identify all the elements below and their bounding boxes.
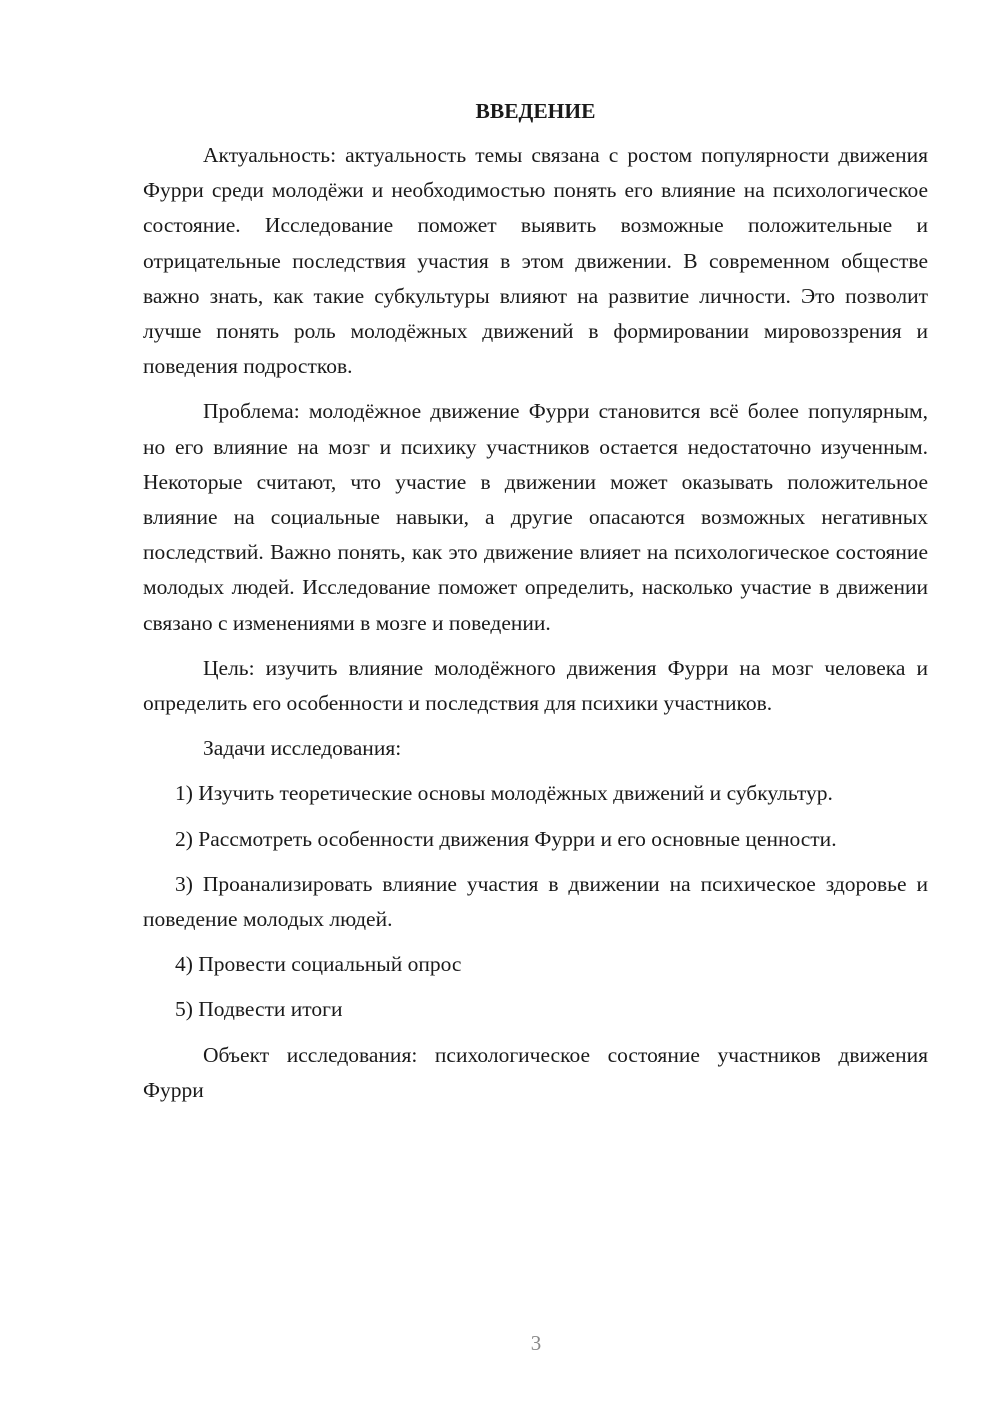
task-item-3: 3) Проанализировать влияние участия в движении на психическое здоровье и поведение молодых людей. [143, 871, 928, 932]
tasks-heading: Задачи исследования: [203, 736, 402, 761]
section-heading: ВВЕДЕНИЕ [475, 99, 596, 123]
task-item-2: 2) Рассмотреть особенности движения Фурри и его основные ценности. [175, 826, 837, 851]
goal-paragraph: Цель: изучить влияние молодёжного движения Фурри на мозг человека и определить его особенности и последствия для психики участников. [143, 655, 928, 716]
page-content [143, 96, 928, 1118]
problem-paragraph: Проблема: молодёжное движение Фурри становится всё более популярным, но его влияние на мозг и психику участников остается недостаточно изученным. Некоторые считают, что участие в движении может оказывать положительное влияние на социальные навыки, а другие опасаются возможных негативных последствий. Важно понять, как это движение влияет на психологическое состояние молодых людей. Исследование поможет определить, насколько участие в движении связано с изменениями в мозге и поведении. [143, 399, 928, 635]
relevance-paragraph: Актуальность: актуальность темы связана с ростом популярности движения Фурри среди молодёжи и необходимостью понять его влияние на психологическое состояние. Исследование поможет выявить возможные положительные и отрицательные последствия участия в этом движении. В современном обществе важно знать, как такие субкультуры влияют на развитие личности. Это позволит лучше понять роль молодёжных движений в формировании мировоззрения и поведения подростков. [143, 143, 928, 379]
task-item-4: 4) Провести социальный опрос [175, 952, 462, 977]
object-paragraph: Объект исследования: психологическое состояние участников движения Фурри [143, 1042, 928, 1102]
page-number: 3 [530, 1331, 542, 1355]
task-item-1: 1) Изучить теоретические основы молодёжных движений и субкультур. [175, 781, 833, 806]
task-item-5: 5) Подвести итоги [175, 997, 343, 1022]
